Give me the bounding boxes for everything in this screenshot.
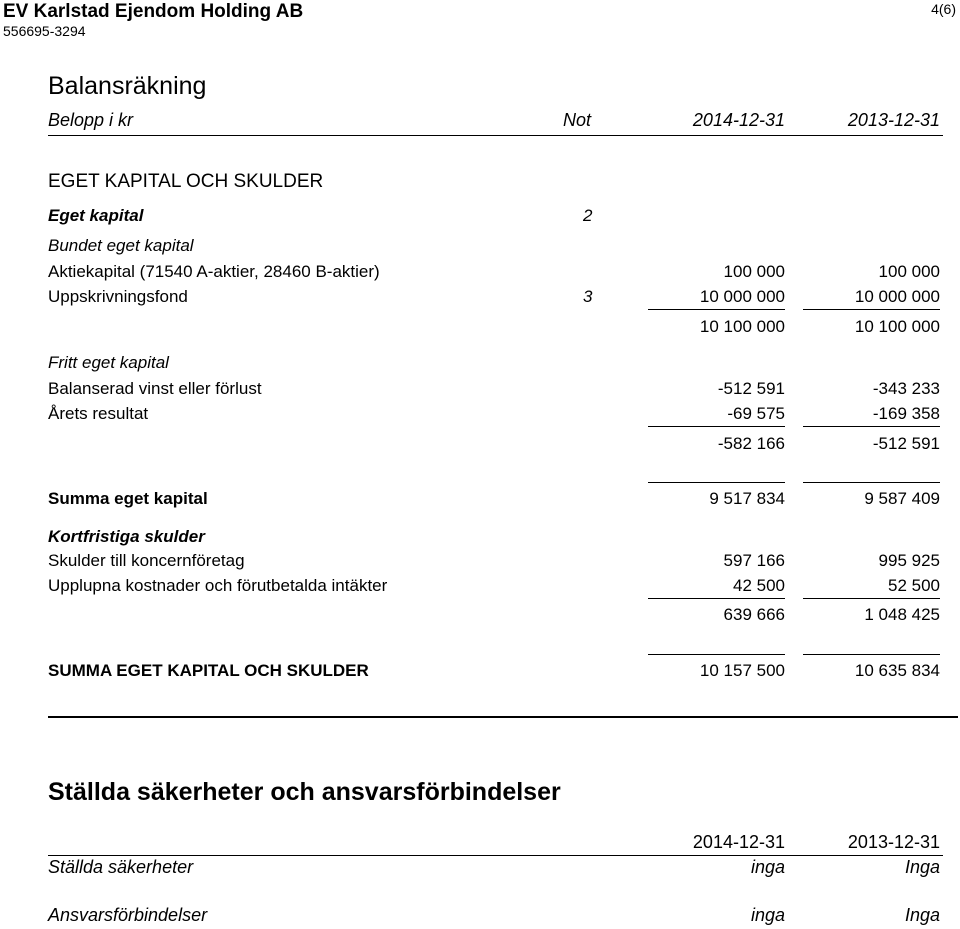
securities-header-underline (48, 855, 943, 856)
row-value-2014: 597 166 (723, 551, 785, 570)
securities-title: Ställda säkerheter och ansvarsförbindelser (48, 778, 561, 806)
row-value-2013: 52 500 (888, 576, 940, 595)
org-number: 556695-3294 (3, 23, 86, 39)
summa-eget-kapital-2013: 9 587 409 (864, 489, 940, 508)
section-divider (48, 716, 958, 718)
summa-total-2014: 10 157 500 (699, 661, 785, 680)
eget-kapital-heading: Eget kapital (48, 206, 144, 225)
row-value-2014: -512 591 (717, 379, 785, 398)
sum-line (648, 654, 785, 655)
row-label: Upplupna kostnader och förutbetalda intäkter (48, 576, 388, 595)
row-label: Årets resultat (48, 404, 149, 423)
row-value-2014: 10 000 000 (699, 287, 785, 306)
row-label: Ansvarsförbindelser (48, 905, 208, 925)
amount-column-label: Belopp i kr (48, 110, 134, 130)
sum-line (648, 598, 785, 599)
subtotal-2013: -512 591 (872, 434, 940, 453)
sum-line (648, 482, 785, 483)
column-2014-label: 2014-12-31 (692, 110, 785, 130)
page-number: 4(6) (931, 1, 956, 17)
row-label: Balanserad vinst eller förlust (48, 379, 262, 398)
company-name: EV Karlstad Ejendom Holding AB (3, 1, 304, 22)
sum-line (648, 309, 785, 310)
row-value-2013: Inga (904, 857, 940, 877)
fritt-heading: Fritt eget kapital (48, 353, 169, 372)
row-note: 3 (583, 287, 593, 306)
row-value-2014: 100 000 (723, 262, 785, 281)
eget-kapital-note: 2 (583, 206, 593, 225)
summa-total-2013: 10 635 834 (854, 661, 940, 680)
row-value-2013: 100 000 (878, 262, 940, 281)
column-2013-label: 2013-12-31 (847, 110, 940, 130)
row-label: Skulder till koncernföretag (48, 551, 245, 570)
securities-column-2014: 2014-12-31 (692, 832, 785, 852)
securities-column-2013: 2013-12-31 (847, 832, 940, 852)
sum-line (803, 426, 940, 427)
subtotal-2014: -582 166 (717, 434, 785, 453)
row-value-2014: -69 575 (727, 404, 785, 423)
row-value-2014: 42 500 (733, 576, 785, 595)
row-value-2013: -169 358 (872, 404, 940, 423)
note-column-label: Not (563, 110, 592, 130)
header-underline (48, 135, 943, 136)
section-title: EGET KAPITAL OCH SKULDER (48, 171, 324, 192)
row-label: Uppskrivningsfond (48, 287, 188, 306)
subtotal-2014: 10 100 000 (699, 317, 785, 336)
row-value-2014: inga (750, 857, 785, 877)
balance-title: Balansräkning (48, 72, 207, 100)
summa-eget-kapital-label: Summa eget kapital (48, 489, 208, 508)
bundet-heading: Bundet eget kapital (48, 236, 194, 255)
row-value-2014: inga (750, 905, 785, 925)
sum-line (803, 309, 940, 310)
row-value-2013: 10 000 000 (854, 287, 940, 306)
row-value-2013: Inga (904, 905, 940, 925)
row-value-2013: -343 233 (872, 379, 940, 398)
kortfristiga-heading: Kortfristiga skulder (48, 527, 205, 546)
subtotal-2013: 1 048 425 (864, 605, 940, 624)
row-label: Aktiekapital (71540 A-aktier, 28460 B-aktier) (48, 262, 380, 281)
sum-line (803, 598, 940, 599)
summa-total-label: SUMMA EGET KAPITAL OCH SKULDER (48, 661, 369, 680)
sum-line (803, 654, 940, 655)
sum-line (803, 482, 940, 483)
subtotal-2014: 639 666 (723, 605, 785, 624)
row-label: Ställda säkerheter (48, 857, 194, 877)
summa-eget-kapital-2014: 9 517 834 (709, 489, 785, 508)
row-value-2013: 995 925 (878, 551, 940, 570)
subtotal-2013: 10 100 000 (854, 317, 940, 336)
sum-line (648, 426, 785, 427)
